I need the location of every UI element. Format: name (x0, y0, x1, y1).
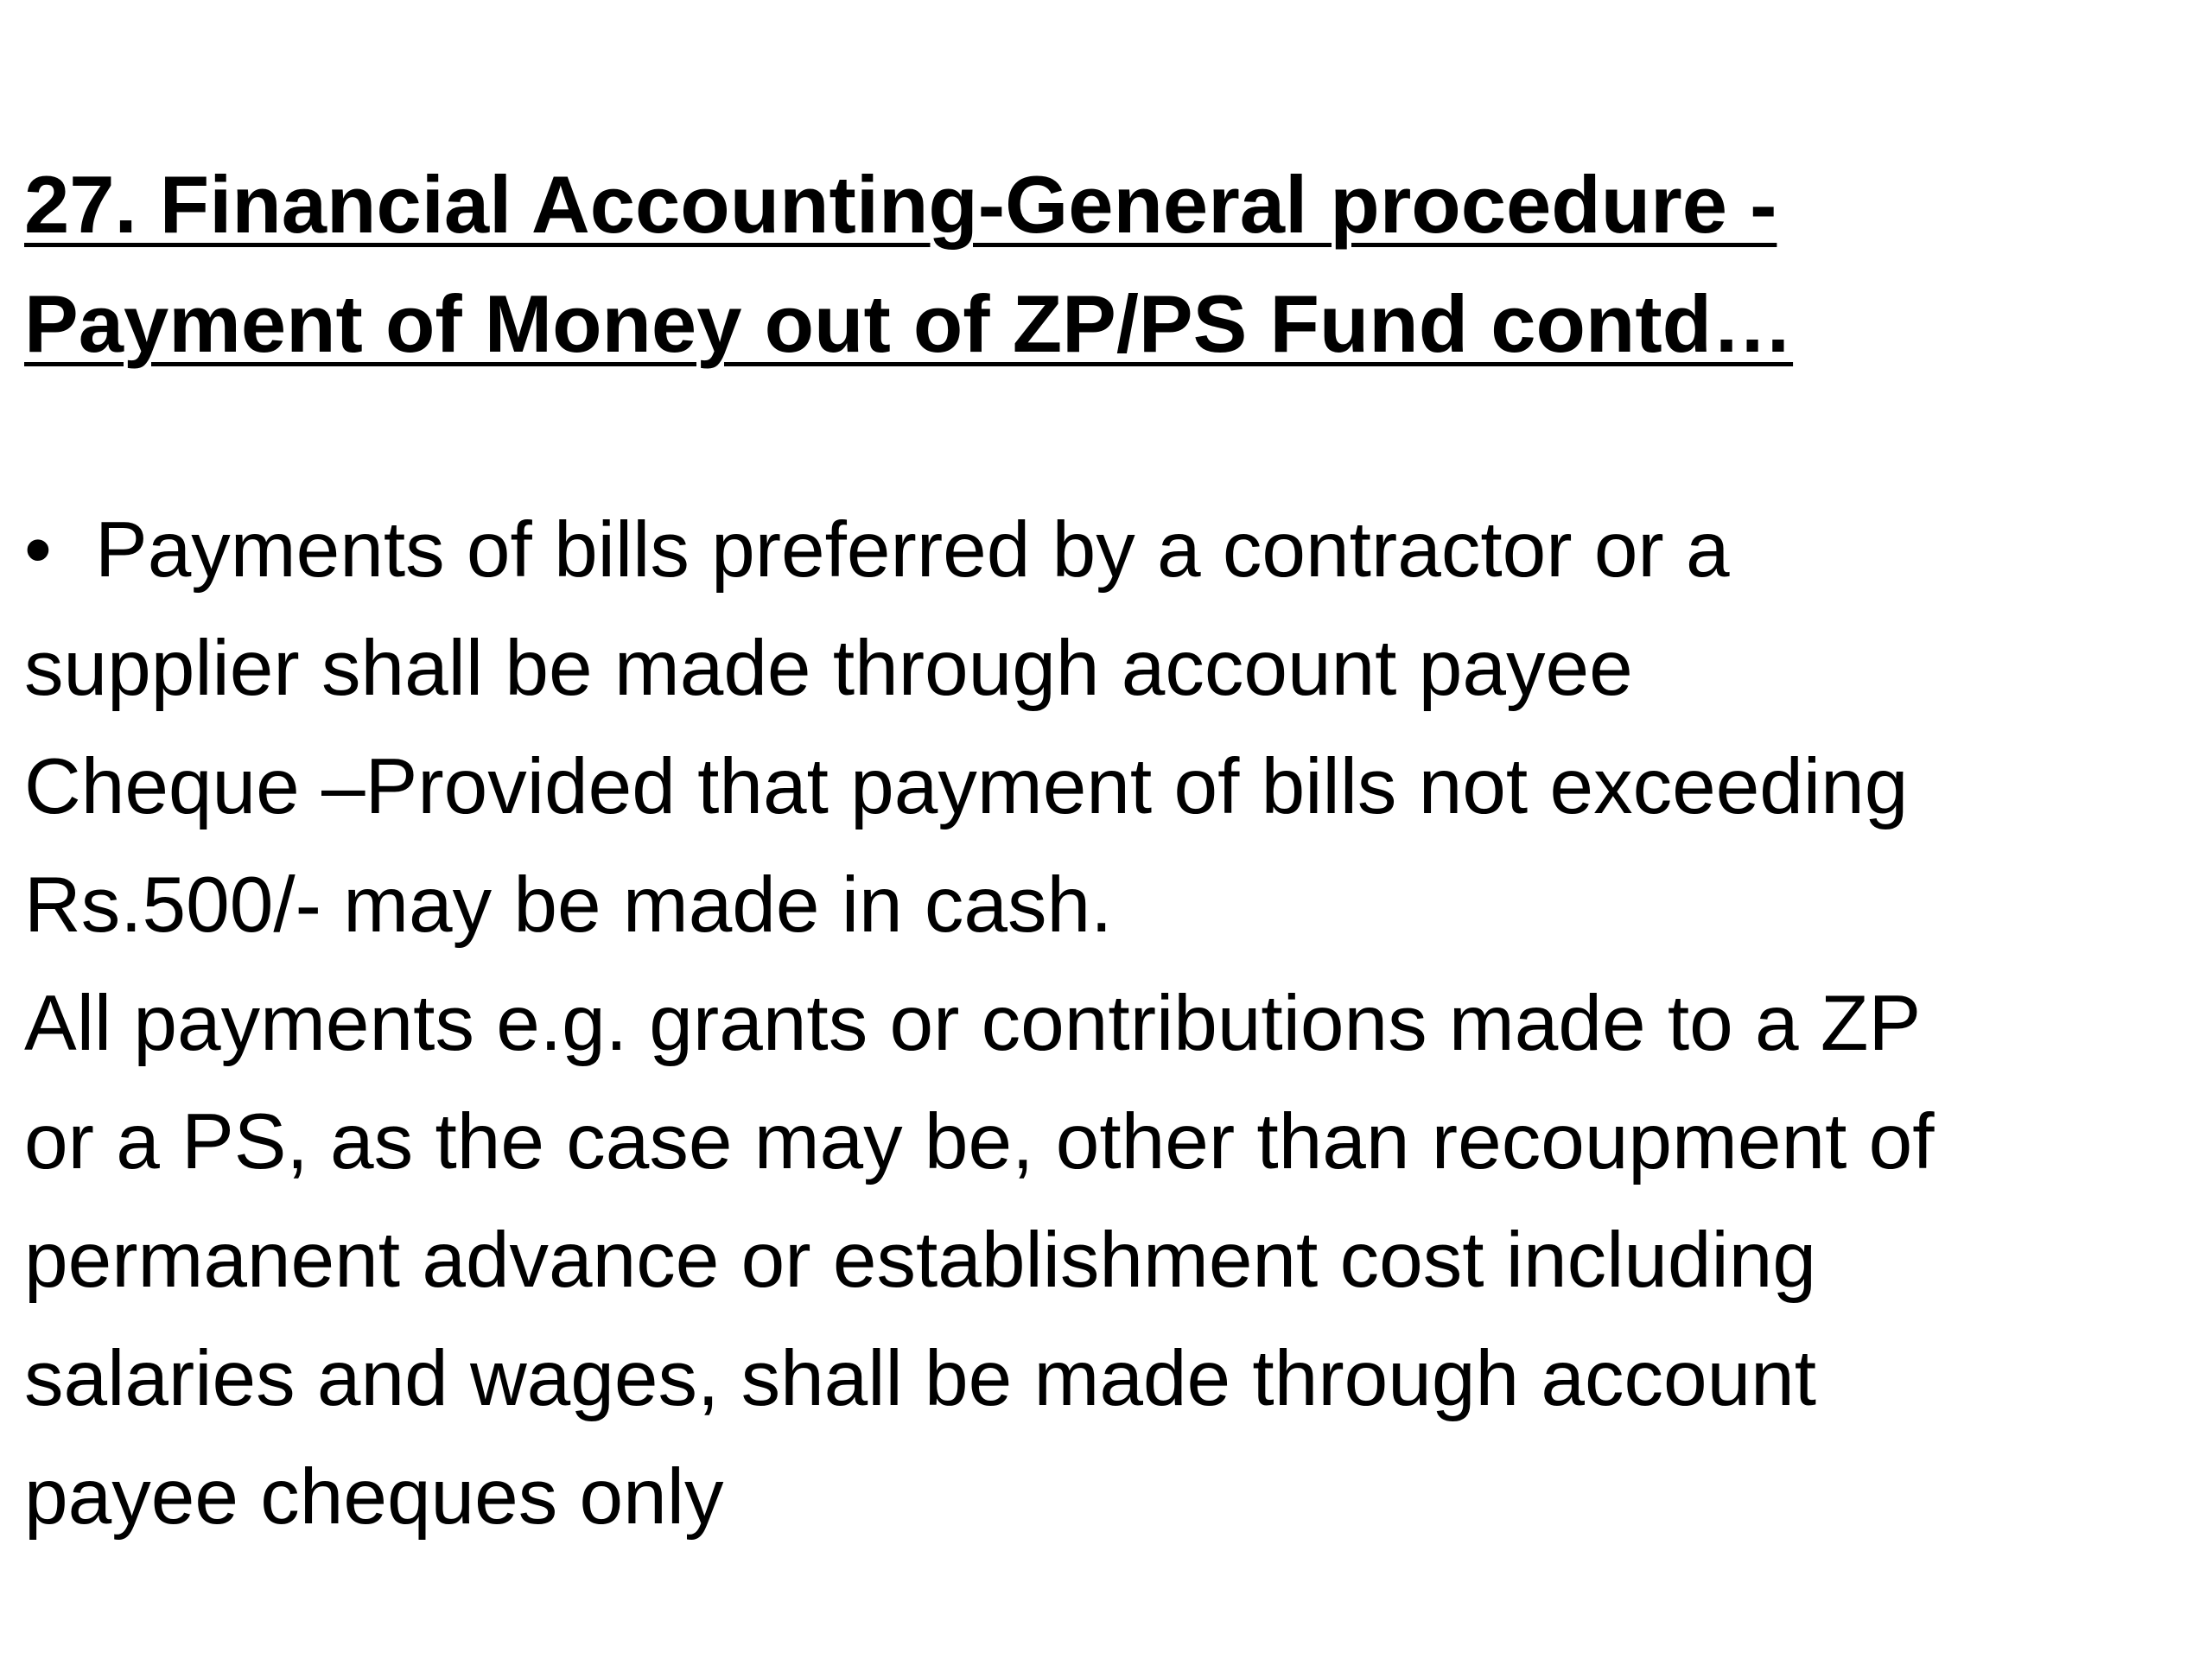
paragraph (24, 964, 2193, 1556)
bullet-marker-icon: • (24, 506, 52, 594)
paragraph-line-2: or a PS, as the case may be, other than recoupment of (24, 1098, 1935, 1185)
paragraph-line-4: salaries and wages, shall be made through account (24, 1335, 1817, 1422)
slide-body (24, 491, 2193, 1556)
bullet-point (24, 491, 2193, 964)
paragraph-line-3: permanent advance or establishment cost including (24, 1217, 1816, 1304)
slide-title (24, 145, 2167, 384)
title-line-1: 27. Financial Accounting-General procedure - (24, 159, 1777, 250)
paragraph-line-5: payee cheques only (24, 1453, 724, 1541)
bullet-line-1-text: Payments of bills preferred by a contractor or a (95, 506, 1730, 594)
bullet-line-4: Rs.500/- may be made in cash. (24, 861, 1113, 949)
bullet-line-3: Cheque –Provided that payment of bills not exceeding (24, 743, 1909, 830)
title-line-2: Payment of Money out of ZP/PS Fund contd… (24, 278, 1794, 369)
bullet-line-1 (24, 491, 2193, 609)
paragraph-line-1: All payments e.g. grants or contributions made to a ZP (24, 980, 1922, 1067)
bullet-line-2: supplier shall be made through account payee (24, 625, 1633, 712)
